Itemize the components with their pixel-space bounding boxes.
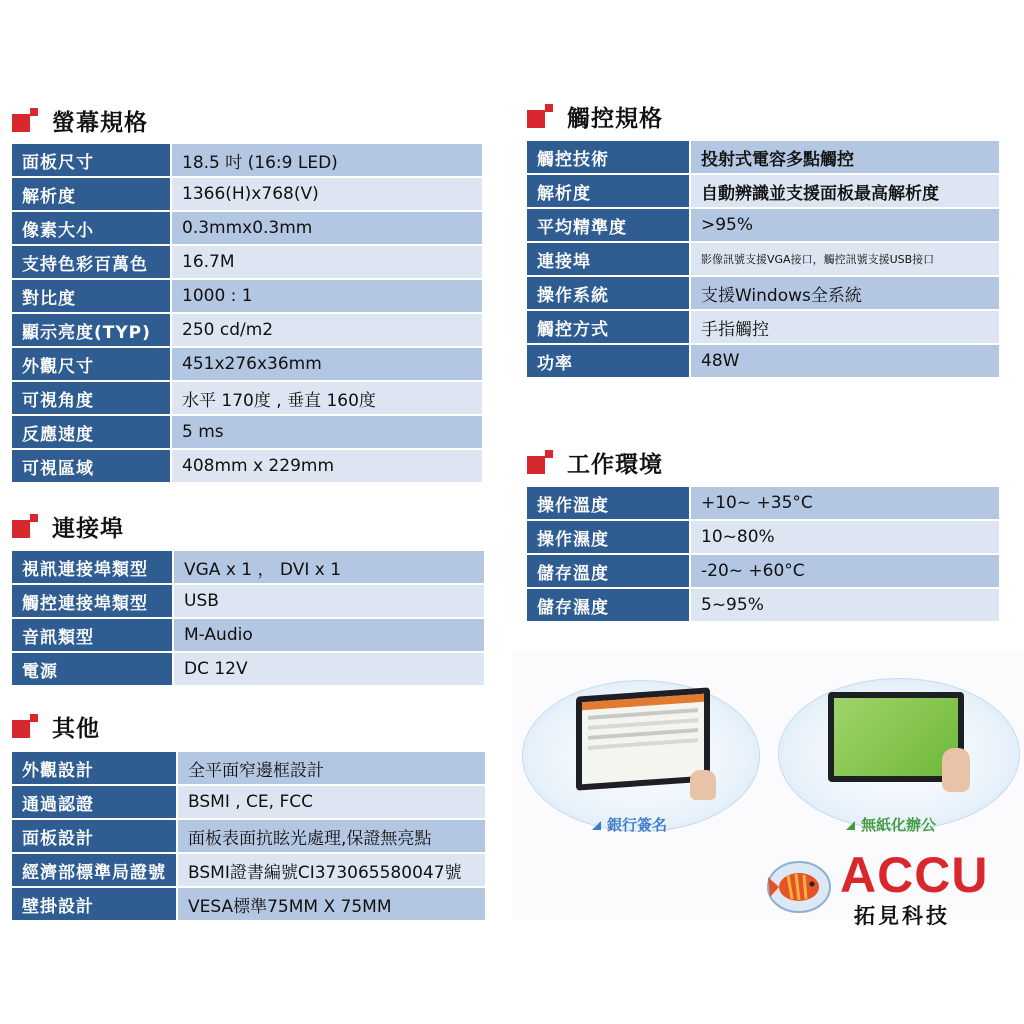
spec-row	[12, 212, 482, 244]
spec-label: 解析度	[527, 175, 691, 207]
triangle-bullet-icon	[846, 821, 855, 830]
ports-table	[12, 549, 484, 687]
spec-value: USB	[174, 585, 484, 617]
spec-label: 觸控方式	[527, 311, 691, 343]
section-title: 觸控規格	[567, 105, 663, 132]
spec-label: 經濟部標準局證號	[12, 854, 178, 886]
spec-row	[12, 382, 482, 414]
spec-value: 10~80%	[691, 521, 999, 553]
spec-value: 全平面窄邊框設計	[178, 752, 485, 784]
spec-row	[12, 786, 485, 818]
environment-table	[527, 485, 999, 623]
section-marker-icon	[527, 104, 553, 128]
spec-value: 16.7M	[172, 246, 482, 278]
section-marker-icon	[12, 714, 38, 738]
spec-label: 觸控連接埠類型	[12, 585, 174, 617]
screen-spec-heading	[12, 104, 148, 136]
triangle-bullet-icon	[592, 821, 601, 830]
spec-label: 可視角度	[12, 382, 172, 414]
environment-heading	[527, 446, 663, 478]
spec-row	[12, 246, 482, 278]
spec-value: 0.3mmx0.3mm	[172, 212, 482, 244]
spec-label: 對比度	[12, 280, 172, 312]
spec-row	[12, 585, 484, 617]
spec-value: 5 ms	[172, 416, 482, 448]
spec-row	[12, 348, 482, 380]
spec-label: 反應速度	[12, 416, 172, 448]
spec-value: 支援Windows全系統	[691, 277, 999, 309]
spec-value: DC 12V	[174, 653, 484, 685]
spec-value: +10~ +35°C	[691, 487, 999, 519]
section-marker-icon	[12, 108, 38, 132]
spec-value: 408mm x 229mm	[172, 450, 482, 482]
spec-row	[527, 589, 999, 621]
spec-label: 視訊連接埠類型	[12, 551, 174, 583]
spec-row	[12, 416, 482, 448]
spec-row	[527, 277, 999, 309]
spec-label: 解析度	[12, 178, 172, 210]
spec-row	[12, 888, 485, 920]
spec-value: 451x276x36mm	[172, 348, 482, 380]
section-title: 其他	[52, 715, 100, 742]
spec-label: 面板尺寸	[12, 144, 172, 176]
spec-label: 操作溫度	[527, 487, 691, 519]
caption-text: 無紙化辦公	[861, 816, 937, 834]
caption-text: 銀行簽名	[607, 816, 668, 834]
paperless-office-caption	[846, 814, 936, 835]
section-marker-icon	[12, 514, 38, 538]
section-title: 工作環境	[567, 451, 663, 478]
spec-label: 儲存溫度	[527, 555, 691, 587]
spec-row	[527, 175, 999, 207]
spec-value: 5~95%	[691, 589, 999, 621]
brand-chinese-name: 拓見科技	[854, 905, 950, 928]
spec-row	[527, 243, 999, 275]
spec-row	[12, 619, 484, 651]
spec-value: BSMI , CE, FCC	[178, 786, 485, 818]
spec-label: 儲存濕度	[527, 589, 691, 621]
spec-label: 外觀尺寸	[12, 348, 172, 380]
spec-row	[527, 345, 999, 377]
touch-spec-heading	[527, 100, 663, 132]
other-table	[12, 750, 485, 922]
hand-icon	[690, 770, 716, 800]
spec-row	[527, 141, 999, 173]
spec-row	[12, 178, 482, 210]
spec-label: 壁掛設計	[12, 888, 178, 920]
spec-label: 面板設計	[12, 820, 178, 852]
spec-value: 影像訊號支援VGA接口，觸控訊號支援USB接口	[691, 243, 999, 275]
spec-row	[527, 521, 999, 553]
spec-value: >95%	[691, 209, 999, 241]
spec-label: 可視區域	[12, 450, 172, 482]
spec-value: 250 cd/m2	[172, 314, 482, 346]
spec-value: M-Audio	[174, 619, 484, 651]
spec-value: 1000 : 1	[172, 280, 482, 312]
spec-value: 1366(H)x768(V)	[172, 178, 482, 210]
spec-value: VESA標準75MM X 75MM	[178, 888, 485, 920]
spec-row	[527, 487, 999, 519]
spec-label: 通過認證	[12, 786, 178, 818]
other-heading	[12, 710, 100, 742]
spec-row	[527, 311, 999, 343]
section-title: 連接埠	[52, 515, 124, 542]
spec-label: 功率	[527, 345, 691, 377]
spec-row	[12, 653, 484, 685]
spec-label: 操作系統	[527, 277, 691, 309]
ports-heading	[12, 510, 124, 542]
spec-row	[12, 551, 484, 583]
spec-label: 電源	[12, 653, 174, 685]
section-marker-icon	[527, 450, 553, 474]
touch-spec-table	[527, 139, 999, 379]
spec-label: 觸控技術	[527, 141, 691, 173]
spec-value: 48W	[691, 345, 999, 377]
bank-signature-caption	[592, 814, 667, 835]
spec-value: 18.5 吋 (16:9 LED)	[172, 144, 482, 176]
brand-logo	[766, 860, 832, 914]
spec-row	[12, 752, 485, 784]
screen-spec-table	[12, 142, 482, 484]
spec-value: 投射式電容多點觸控	[691, 141, 999, 173]
spec-label: 平均精準度	[527, 209, 691, 241]
spec-row	[12, 280, 482, 312]
spec-row	[12, 820, 485, 852]
spec-value: 自動辨識並支援面板最高解析度	[691, 175, 999, 207]
hand-icon	[942, 748, 970, 792]
spec-row	[12, 854, 485, 886]
brand-name: ACCU	[840, 847, 989, 903]
spec-row	[527, 209, 999, 241]
spec-label: 像素大小	[12, 212, 172, 244]
section-title: 螢幕規格	[52, 109, 148, 136]
spec-label: 顯示亮度(TYP)	[12, 314, 172, 346]
spec-value: -20~ +60°C	[691, 555, 999, 587]
fish-logo-icon	[766, 860, 832, 914]
spec-value: 手指觸控	[691, 311, 999, 343]
spec-row	[12, 450, 482, 482]
spec-label: 操作濕度	[527, 521, 691, 553]
spec-value: VGA x 1 ， DVI x 1	[174, 551, 484, 583]
spec-label: 外觀設計	[12, 752, 178, 784]
spec-row	[12, 314, 482, 346]
spec-label: 連接埠	[527, 243, 691, 275]
spec-row	[527, 555, 999, 587]
spec-label: 支持色彩百萬色	[12, 246, 172, 278]
spec-row	[12, 144, 482, 176]
spec-value: BSMI證書編號CI373065580047號	[178, 854, 485, 886]
spec-value: 水平 170度 , 垂直 160度	[172, 382, 482, 414]
spec-value: 面板表面抗眩光處理,保證無亮點	[178, 820, 485, 852]
spec-label: 音訊類型	[12, 619, 174, 651]
